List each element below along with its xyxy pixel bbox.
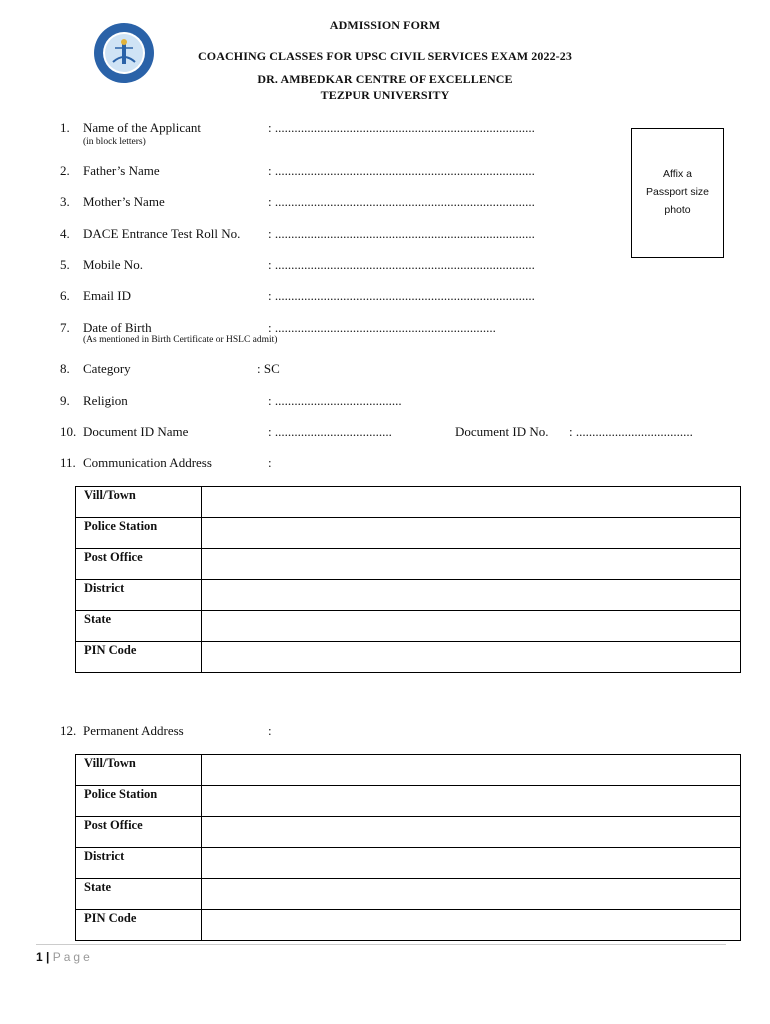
table-row	[76, 580, 741, 611]
field-label: Mother’s Name	[83, 194, 165, 209]
address-label: PIN Code	[76, 910, 202, 941]
address-input[interactable]	[202, 786, 741, 817]
field-value: :	[268, 723, 272, 738]
table-row	[76, 848, 741, 879]
field-note: (in block letters)	[83, 137, 146, 147]
table-row	[76, 518, 741, 549]
field-label: Religion	[83, 393, 128, 408]
page-separator: |	[46, 950, 50, 964]
address-label: State	[76, 611, 202, 642]
field-value[interactable]: : ................................................................................	[268, 257, 535, 272]
table-row	[76, 910, 741, 941]
field-number: 2.	[60, 163, 70, 178]
field-value[interactable]: : .......................................	[268, 393, 402, 408]
field-number: 7.	[60, 320, 70, 335]
field-value[interactable]: : ................................................................................	[268, 163, 535, 178]
table-row	[76, 817, 741, 848]
table-row	[76, 611, 741, 642]
address-input[interactable]	[202, 817, 741, 848]
field-label: Mobile No.	[83, 257, 143, 272]
field-number: 12.	[60, 723, 77, 738]
address-label: Vill/Town	[76, 755, 202, 786]
field-note: (As mentioned in Birth Certificate or HSLC admit)	[83, 335, 278, 345]
address-input[interactable]	[202, 487, 741, 518]
form-subtitle: COACHING CLASSES FOR UPSC CIVIL SERVICES EXAM 2022-23	[198, 49, 572, 63]
field-number: 10.	[60, 424, 77, 439]
table-row	[76, 786, 741, 817]
address-input[interactable]	[202, 910, 741, 941]
field-number: 5.	[60, 257, 70, 272]
field-number: 11.	[60, 455, 76, 470]
permanent-address-table	[75, 754, 741, 941]
field-label: Father’s Name	[83, 163, 160, 178]
field-value: :	[268, 455, 272, 470]
table-row	[76, 755, 741, 786]
page-number: 1	[36, 950, 43, 964]
field-value[interactable]: : SC	[257, 361, 280, 376]
field-number: 9.	[60, 393, 70, 408]
page-word: Page	[52, 950, 93, 964]
address-input[interactable]	[202, 611, 741, 642]
photo-box-line2: Passport size	[645, 186, 710, 198]
address-label: State	[76, 879, 202, 910]
field-value[interactable]: : ....................................	[268, 424, 392, 439]
address-input[interactable]	[202, 879, 741, 910]
field-label: Email ID	[83, 288, 132, 303]
field-value[interactable]: : ................................................................................	[268, 194, 535, 209]
field-label: Category	[83, 361, 131, 376]
document-id-no-label: Document ID No.	[455, 424, 549, 439]
field-value[interactable]: : ....................................................................	[268, 320, 496, 335]
form-title: ADMISSION FORM	[329, 18, 441, 32]
field-label: DACE Entrance Test Roll No.	[83, 226, 241, 241]
address-input[interactable]	[202, 755, 741, 786]
field-number: 3.	[60, 194, 70, 209]
field-value[interactable]: : ................................................................................	[268, 288, 535, 303]
field-number: 1.	[60, 120, 70, 135]
centre-name: DR. AMBEDKAR CENTRE OF EXCELLENCE	[257, 72, 513, 86]
field-number: 4.	[60, 226, 70, 241]
address-label: Police Station	[76, 518, 202, 549]
address-label: Post Office	[76, 549, 202, 580]
field-number: 6.	[60, 288, 70, 303]
address-input[interactable]	[202, 580, 741, 611]
field-value[interactable]: : ................................................................................	[268, 120, 535, 135]
university-logo	[93, 22, 155, 84]
address-input[interactable]	[202, 642, 741, 673]
photo-box-line3: photo	[664, 204, 691, 216]
table-row	[76, 487, 741, 518]
field-value[interactable]: : ................................................................................	[268, 226, 535, 241]
field-label: Document ID Name	[83, 424, 189, 439]
passport-photo-box[interactable]	[631, 128, 724, 258]
table-row	[76, 549, 741, 580]
document-id-no-value[interactable]: : ....................................	[569, 424, 693, 439]
communication-address-table	[75, 486, 741, 673]
photo-box-line1: Affix a	[663, 168, 692, 180]
university-name: TEZPUR UNIVERSITY	[320, 88, 450, 102]
field-label: Permanent Address	[83, 723, 184, 738]
field-label: Communication Address	[83, 455, 212, 470]
address-label: PIN Code	[76, 642, 202, 673]
address-label: Police Station	[76, 786, 202, 817]
address-label: District	[76, 580, 202, 611]
address-input[interactable]	[202, 549, 741, 580]
address-label: Vill/Town	[76, 487, 202, 518]
table-row	[76, 879, 741, 910]
footer-divider	[36, 944, 726, 945]
field-number: 8.	[60, 361, 70, 376]
address-input[interactable]	[202, 518, 741, 549]
address-label: District	[76, 848, 202, 879]
address-input[interactable]	[202, 848, 741, 879]
field-label: Name of the Applicant	[83, 120, 202, 135]
field-label: Date of Birth	[83, 320, 152, 335]
page-footer	[36, 950, 93, 964]
table-row	[76, 642, 741, 673]
address-label: Post Office	[76, 817, 202, 848]
